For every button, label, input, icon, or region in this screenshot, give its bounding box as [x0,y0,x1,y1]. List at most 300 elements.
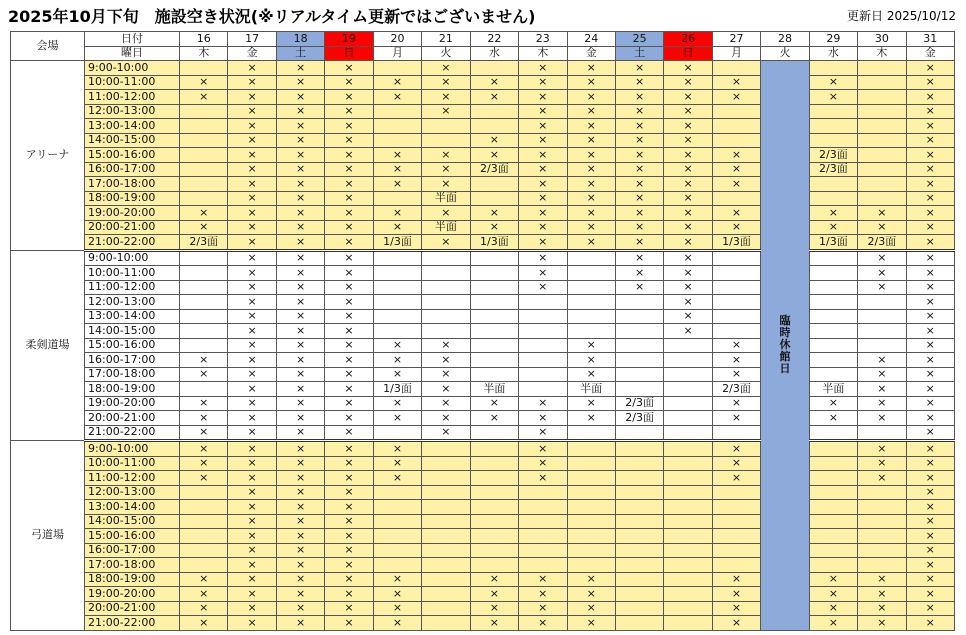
availability-cell [858,529,906,544]
table-row [11,191,955,206]
availability-cell: × [325,266,373,281]
availability-cell [180,104,228,119]
availability-cell: × [422,90,470,105]
availability-cell [664,529,712,544]
availability-cell: 2/3面 [470,162,518,177]
availability-cell: × [276,514,324,529]
availability-cell [567,543,615,558]
availability-cell: × [712,572,760,587]
page-title: 2025年10月下旬 施設空き状況(※リアルタイム更新ではございません) [8,7,536,26]
availability-cell: × [567,367,615,382]
weekday-cell: 月 [712,46,760,61]
availability-cell [615,295,663,310]
availability-cell [180,514,228,529]
availability-cell: 2/3面 [615,411,663,426]
availability-cell: 半面 [422,191,470,206]
availability-cell [858,485,906,500]
availability-cell: × [906,601,954,616]
availability-cell: × [228,324,276,339]
time-slot: 18:00-19:00 [85,382,180,397]
availability-cell: × [567,572,615,587]
availability-cell: × [325,558,373,573]
availability-cell [422,250,470,266]
availability-cell: × [858,266,906,281]
time-slot: 16:00-17:00 [85,353,180,368]
availability-cell: × [906,514,954,529]
availability-cell [664,558,712,573]
availability-cell: × [519,266,567,281]
availability-cell [712,529,760,544]
availability-cell: × [276,616,324,631]
availability-cell: × [567,353,615,368]
time-slot: 18:00-19:00 [85,572,180,587]
availability-cell [180,177,228,192]
availability-cell [615,471,663,486]
availability-cell: × [228,177,276,192]
table-row [11,90,955,105]
availability-cell: × [373,456,421,471]
availability-cell: × [567,104,615,119]
availability-cell [809,191,857,206]
availability-cell: × [276,280,324,295]
availability-cell [858,543,906,558]
availability-cell [422,266,470,281]
availability-cell [664,485,712,500]
availability-cell: × [519,280,567,295]
weekday-cell: 木 [519,46,567,61]
date-cell: 22 [470,32,518,47]
availability-cell: × [809,396,857,411]
time-slot: 12:00-13:00 [85,485,180,500]
availability-cell: × [470,133,518,148]
availability-cell: × [567,206,615,221]
availability-cell [809,441,857,457]
availability-cell: × [325,104,373,119]
availability-cell [519,353,567,368]
availability-cell: × [422,177,470,192]
availability-cell [180,558,228,573]
table-row [11,206,955,221]
table-row [11,148,955,163]
availability-cell: 半面 [470,382,518,397]
availability-cell [180,529,228,544]
availability-cell [809,309,857,324]
availability-cell: × [180,367,228,382]
availability-cell [422,601,470,616]
availability-cell: × [906,529,954,544]
availability-cell: × [858,572,906,587]
availability-cell [712,280,760,295]
availability-cell: × [906,425,954,441]
availability-cell [422,133,470,148]
venue-name: アリーナ [11,61,85,251]
availability-cell: 1/3面 [373,382,421,397]
availability-cell: × [519,587,567,602]
availability-cell: × [276,162,324,177]
availability-cell: × [228,235,276,251]
availability-cell: × [422,148,470,163]
availability-cell [809,353,857,368]
availability-cell: × [519,411,567,426]
availability-cell: × [470,90,518,105]
availability-cell: × [664,324,712,339]
availability-cell: × [567,235,615,251]
availability-cell: × [228,280,276,295]
availability-cell: × [276,471,324,486]
availability-cell: × [373,367,421,382]
availability-cell: × [906,572,954,587]
weekday-cell: 日 [664,46,712,61]
availability-cell [470,543,518,558]
availability-cell: × [906,235,954,251]
availability-cell: × [906,133,954,148]
weekday-cell: 木 [858,46,906,61]
date-cell: 17 [228,32,276,47]
availability-cell [809,543,857,558]
time-slot: 21:00-22:00 [85,425,180,441]
time-slot: 15:00-16:00 [85,338,180,353]
availability-cell [615,485,663,500]
table-row [11,324,955,339]
availability-cell: × [373,148,421,163]
availability-cell [858,425,906,441]
availability-cell [180,191,228,206]
availability-cell: × [567,396,615,411]
closed-label-char: 館 [779,350,791,364]
availability-cell [858,558,906,573]
date-cell: 30 [858,32,906,47]
availability-cell [180,280,228,295]
availability-cell [858,338,906,353]
availability-cell [858,309,906,324]
availability-cell [615,500,663,515]
time-slot: 19:00-20:00 [85,587,180,602]
availability-cell: × [422,425,470,441]
availability-cell: × [809,572,857,587]
availability-cell [615,456,663,471]
availability-cell [422,558,470,573]
availability-cell [373,250,421,266]
availability-cell: × [325,396,373,411]
time-slot: 15:00-16:00 [85,148,180,163]
availability-cell: × [712,177,760,192]
availability-cell: × [809,587,857,602]
availability-cell [180,543,228,558]
availability-cell: × [325,543,373,558]
availability-cell: × [276,456,324,471]
time-slot: 11:00-12:00 [85,280,180,295]
availability-cell [519,367,567,382]
availability-cell: × [809,206,857,221]
time-slot: 20:00-21:00 [85,220,180,235]
availability-cell: × [373,411,421,426]
availability-cell: × [906,250,954,266]
availability-cell: × [325,425,373,441]
availability-cell: × [228,471,276,486]
table-row [11,220,955,235]
availability-cell: × [858,616,906,631]
availability-cell [664,441,712,457]
availability-cell: 1/3面 [712,235,760,251]
availability-cell: × [906,543,954,558]
time-slot: 10:00-11:00 [85,456,180,471]
availability-cell: × [373,220,421,235]
availability-cell [664,353,712,368]
availability-cell: × [325,220,373,235]
availability-cell: × [276,191,324,206]
availability-cell [809,295,857,310]
availability-cell: × [615,61,663,76]
availability-cell: × [180,353,228,368]
availability-cell: × [712,75,760,90]
availability-cell: × [664,90,712,105]
availability-cell: × [180,396,228,411]
time-slot: 12:00-13:00 [85,104,180,119]
availability-cell [470,119,518,134]
availability-cell: × [615,104,663,119]
availability-cell: × [180,220,228,235]
availability-cell [712,191,760,206]
availability-cell: × [228,309,276,324]
availability-cell: 2/3面 [180,235,228,251]
availability-cell: × [325,456,373,471]
availability-cell: × [664,104,712,119]
availability-cell: × [373,572,421,587]
closed-label-char: 日 [779,362,791,376]
availability-cell: × [470,206,518,221]
availability-cell [567,500,615,515]
availability-cell: × [325,90,373,105]
availability-cell: × [180,572,228,587]
availability-cell: × [228,587,276,602]
date-cell: 26 [664,32,712,47]
availability-cell: × [422,353,470,368]
availability-cell [422,587,470,602]
availability-cell: × [422,61,470,76]
availability-cell [567,280,615,295]
availability-cell: × [519,616,567,631]
availability-cell [858,119,906,134]
availability-cell: × [906,485,954,500]
availability-cell: × [906,295,954,310]
availability-cell [422,441,470,457]
availability-cell: × [906,119,954,134]
availability-cell: × [858,220,906,235]
availability-cell [470,250,518,266]
availability-cell: × [276,104,324,119]
availability-cell: × [519,220,567,235]
availability-cell: × [615,235,663,251]
availability-cell [712,295,760,310]
availability-cell [470,367,518,382]
availability-cell: × [712,338,760,353]
availability-cell: × [519,191,567,206]
availability-cell: × [228,425,276,441]
availability-cell: 2/3面 [809,148,857,163]
availability-cell: × [519,177,567,192]
availability-cell [519,485,567,500]
availability-cell: × [858,353,906,368]
availability-cell: × [567,601,615,616]
availability-cell: × [373,441,421,457]
availability-cell: × [325,529,373,544]
availability-cell: × [664,162,712,177]
availability-cell [809,250,857,266]
availability-cell [422,572,470,587]
availability-cell: × [325,75,373,90]
availability-cell: × [519,425,567,441]
availability-cell: × [276,295,324,310]
availability-cell: × [664,309,712,324]
availability-cell: × [615,280,663,295]
time-slot: 17:00-18:00 [85,558,180,573]
availability-cell: × [276,382,324,397]
availability-cell: × [422,162,470,177]
availability-cell [567,441,615,457]
availability-cell: × [228,250,276,266]
availability-cell: × [276,148,324,163]
availability-cell: × [276,353,324,368]
availability-cell [470,309,518,324]
availability-cell: × [519,206,567,221]
availability-cell: × [373,177,421,192]
availability-cell [567,425,615,441]
availability-cell: × [228,133,276,148]
availability-cell: × [615,206,663,221]
availability-cell [664,471,712,486]
availability-cell: × [519,572,567,587]
availability-cell: × [276,441,324,457]
availability-cell: × [228,514,276,529]
availability-cell [615,367,663,382]
availability-cell: × [519,250,567,266]
availability-cell: × [615,177,663,192]
availability-cell: × [664,266,712,281]
availability-cell [519,543,567,558]
weekday-cell: 月 [373,46,421,61]
availability-cell: × [567,220,615,235]
availability-cell: × [373,338,421,353]
availability-cell [712,119,760,134]
availability-cell: × [325,382,373,397]
availability-cell: × [712,456,760,471]
availability-cell: × [180,441,228,457]
availability-cell [470,104,518,119]
availability-cell: × [470,396,518,411]
availability-cell: × [906,90,954,105]
availability-cell: × [615,75,663,90]
time-slot: 9:00-10:00 [85,441,180,457]
availability-cell: × [228,456,276,471]
availability-cell: × [567,119,615,134]
availability-cell: × [276,411,324,426]
availability-cell [664,514,712,529]
date-cell: 28 [761,32,809,47]
availability-cell: × [325,587,373,602]
availability-cell [664,601,712,616]
availability-cell: × [906,558,954,573]
availability-cell: × [712,353,760,368]
availability-cell: × [422,235,470,251]
availability-cell [615,338,663,353]
availability-cell [809,338,857,353]
table-row [11,250,955,266]
availability-cell: × [906,220,954,235]
availability-cell: × [664,177,712,192]
availability-cell [664,338,712,353]
availability-cell: × [276,220,324,235]
availability-cell [809,425,857,441]
availability-cell [615,558,663,573]
availability-cell: × [276,396,324,411]
weekday-header: 曜日 [85,46,180,61]
availability-cell: × [712,411,760,426]
availability-cell [470,61,518,76]
availability-cell: × [858,396,906,411]
availability-cell: × [858,601,906,616]
availability-cell: × [228,295,276,310]
availability-cell: × [664,75,712,90]
availability-cell: × [664,119,712,134]
availability-cell [519,514,567,529]
availability-cell: × [228,396,276,411]
availability-cell [712,514,760,529]
availability-cell: × [712,616,760,631]
availability-cell: × [373,162,421,177]
availability-cell: × [180,587,228,602]
availability-cell: × [567,90,615,105]
availability-cell: × [809,411,857,426]
time-slot: 9:00-10:00 [85,61,180,76]
availability-cell: × [276,572,324,587]
availability-cell [373,295,421,310]
availability-cell [615,543,663,558]
availability-cell [180,148,228,163]
table-row [11,396,955,411]
availability-cell: × [906,162,954,177]
availability-cell [567,471,615,486]
availability-cell [180,309,228,324]
availability-cell: × [906,396,954,411]
availability-cell: × [325,280,373,295]
availability-cell [180,61,228,76]
availability-cell: × [422,382,470,397]
availability-cell: × [470,587,518,602]
closed-day-cell [761,61,809,631]
availability-cell [373,104,421,119]
availability-cell [422,324,470,339]
availability-cell: × [712,471,760,486]
availability-cell [809,500,857,515]
availability-cell [615,616,663,631]
availability-cell [470,338,518,353]
availability-cell [470,280,518,295]
availability-table [10,31,955,631]
availability-cell [809,471,857,486]
availability-cell: × [906,587,954,602]
availability-cell: × [228,572,276,587]
availability-cell: × [228,367,276,382]
availability-cell: × [664,220,712,235]
time-slot: 20:00-21:00 [85,411,180,426]
availability-cell: × [325,191,373,206]
updated-date: 更新日 2025/10/12 [847,9,956,23]
availability-cell [519,382,567,397]
table-row [11,367,955,382]
availability-cell: × [276,309,324,324]
availability-cell: × [664,61,712,76]
availability-cell: × [664,148,712,163]
